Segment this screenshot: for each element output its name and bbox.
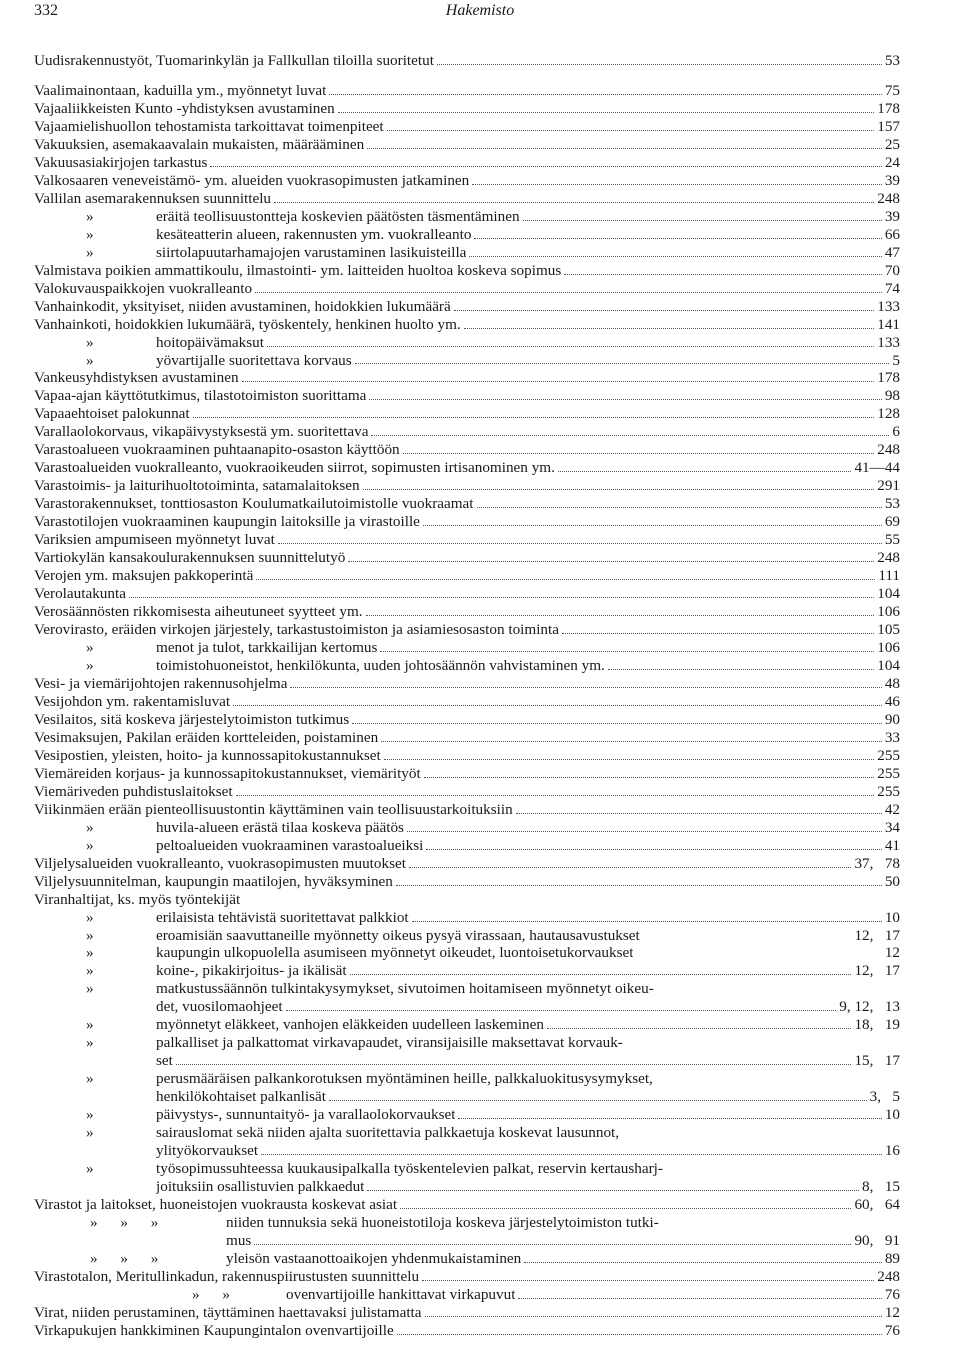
page-ref: 37, 78 xyxy=(854,854,900,872)
entry-text: Vajaaliikkeisten Kunto -yhdistyksen avustaminen xyxy=(34,99,335,117)
page-ref: 128 xyxy=(877,405,900,423)
page-ref: 48 xyxy=(884,674,900,692)
entry-text: toimistohuoneistot, henkilökunta, uuden johtosäännön vahvistaminen ym. xyxy=(156,656,605,674)
dot-leader xyxy=(547,1028,851,1029)
index-entry xyxy=(34,1160,900,1178)
dot-leader xyxy=(274,202,874,203)
entry-text: Virastotalon, Meritullinkadun, rakennuspiirustusten suunnittelu xyxy=(34,1267,420,1285)
dot-leader xyxy=(129,597,874,598)
entry-text: menot ja tulot, tarkkailijan kertomus xyxy=(156,639,378,656)
page-ref: 104 xyxy=(877,585,900,603)
dot-leader xyxy=(329,1100,867,1101)
dot-leader xyxy=(193,417,875,418)
dot-leader xyxy=(350,974,852,975)
ditto-mark: » xyxy=(86,225,94,243)
page-ref: 47 xyxy=(884,243,900,261)
dot-leader xyxy=(236,795,875,796)
index-entry xyxy=(34,1304,900,1322)
entry-text: Vartiokylän kansakoulurakennuksen suunnittelutyö xyxy=(34,549,346,567)
dot-leader xyxy=(407,831,882,832)
entry-text: Varastorakennukset, tonttiosaston Koulumatkailutoimistolle vuokraamat xyxy=(34,495,474,513)
page-ref: 24 xyxy=(884,153,900,171)
entry-text: Vesipostien, yleisten, hoito- ja kunnossapitokustannukset xyxy=(34,746,381,764)
index-entry xyxy=(34,405,900,423)
entry-text: palkalliset ja palkattomat virkavapaudet, viransijaisille maksettavat korvauk- xyxy=(156,1034,623,1052)
page-ref: 5 xyxy=(892,351,900,369)
index-entry xyxy=(34,1052,900,1070)
entry-text: Valkosaaren veneveistämö- ym. alueiden vuokrasopimusten jatkaminen xyxy=(34,171,470,189)
dot-leader xyxy=(516,813,882,814)
index-entry xyxy=(34,172,900,190)
index-entry xyxy=(34,621,900,639)
dot-leader xyxy=(524,1262,882,1263)
dot-leader xyxy=(437,64,882,65)
index-entry xyxy=(34,190,900,208)
entry-text: hoitopäivämaksut xyxy=(156,333,264,351)
dot-leader xyxy=(608,669,874,670)
page-ref: 178 xyxy=(877,369,900,387)
page-ref: 76 xyxy=(884,1321,900,1339)
page-ref: 248 xyxy=(877,189,900,207)
page-ref: 12 xyxy=(884,1303,900,1321)
ditto-mark: » xyxy=(86,1106,94,1124)
page-title: Hakemisto xyxy=(445,2,515,19)
ditto-mark: » xyxy=(86,351,94,369)
entry-text: Virastot ja laitokset, huoneistojen vuokrausta koskevat asiat xyxy=(34,1196,398,1214)
index-entry xyxy=(34,962,900,980)
dot-leader xyxy=(366,615,875,616)
index-entry xyxy=(34,819,900,837)
index-entry xyxy=(34,1070,900,1088)
index-entry xyxy=(34,1178,900,1196)
entry-text: Viranhaltijat, ks. myös työntekijät xyxy=(34,890,241,908)
index-entry xyxy=(34,1106,900,1124)
entry-text: Vapaa-ajan käyttötutkimus, tilastotoimiston suorittama xyxy=(34,387,367,405)
index-entry xyxy=(34,423,900,441)
index-entry xyxy=(34,657,900,675)
page-ref: 53 xyxy=(884,495,900,513)
entry-text: matkustussäännön tulkintakysymykset, sivutoimen hoitamiseen myönnetyt oikeu- xyxy=(156,980,654,998)
page-ref: 6 xyxy=(892,423,900,441)
dot-leader xyxy=(562,633,874,634)
dot-leader xyxy=(558,471,852,472)
dot-leader xyxy=(472,184,882,185)
index-entry xyxy=(34,136,900,154)
entry-text: niiden tunnuksia sekä huoneistotiloja koskeva järjestelytoimiston tutki- xyxy=(226,1214,659,1231)
dot-leader xyxy=(329,94,882,95)
entry-text: Vajaamielishuollon tehostamista tarkoittavat toimenpiteet xyxy=(34,117,384,135)
page-ref: 33 xyxy=(884,728,900,746)
dot-leader xyxy=(255,292,882,293)
index-entry xyxy=(34,927,900,945)
dot-leader xyxy=(424,777,875,778)
entry-text: työsopimussuhteessa kuukausipalkalla työskentelevien palkat, reservin kertausharj- xyxy=(156,1160,663,1178)
dot-leader xyxy=(423,525,882,526)
entry-text: Vallilan asemarakennuksen suunnittelu xyxy=(34,189,272,207)
index-entry xyxy=(34,208,900,226)
ditto-mark: » xyxy=(86,908,94,926)
entry-text: Viljelysuunnitelman, kaupungin maatilojen, hyväksyminen xyxy=(34,872,393,890)
ditto-mark: » xyxy=(86,962,94,980)
ditto-mark: » xyxy=(86,207,94,225)
ditto-mark: » xyxy=(86,926,94,944)
page-ref: 39 xyxy=(884,207,900,225)
page-ref: 18, 19 xyxy=(854,1016,900,1034)
dot-leader xyxy=(371,435,889,436)
index-entry xyxy=(34,298,900,316)
index-entry xyxy=(34,316,900,334)
page-ref: 255 xyxy=(877,746,900,764)
page-ref: 46 xyxy=(884,692,900,710)
entry-text: ylityökorvaukset xyxy=(156,1142,259,1160)
dot-leader xyxy=(355,363,890,364)
dot-leader xyxy=(290,687,881,688)
index-entry xyxy=(34,855,900,873)
dot-leader xyxy=(454,310,874,311)
entry-text: eräitä teollisuustontteja koskevien päätösten täsmentäminen xyxy=(156,207,520,225)
page-ref: 75 xyxy=(884,81,900,99)
page-ref: 12 xyxy=(884,944,900,962)
entry-text: perusmääräisen palkankorotuksen myöntäminen heille, palkkaluokitusysymykset, xyxy=(156,1070,653,1088)
index-entry xyxy=(34,693,900,711)
index-entry xyxy=(34,801,900,819)
entry-text: Uudisrakennustyöt, Tuomarinkylän ja Fallkullan tiloilla suoritetut xyxy=(34,52,434,69)
dot-leader xyxy=(403,453,875,454)
index-entry xyxy=(34,1124,900,1142)
page-ref: 133 xyxy=(877,333,900,351)
page-ref: 60, 64 xyxy=(854,1196,900,1214)
index-entry xyxy=(34,603,900,621)
page-ref: 66 xyxy=(884,225,900,243)
entry-text: sairauslomat sekä niiden ajalta suoritettavia palkkaetuja koskevat lausunnot, xyxy=(156,1124,620,1142)
entry-text: Verosäännösten rikkomisesta aiheutuneet syytteet ym. xyxy=(34,603,363,621)
entry-text: det, vuosilomaohjeet xyxy=(156,998,283,1016)
page-ref: 12, 17 xyxy=(854,962,900,980)
index-entry xyxy=(34,459,900,477)
page-ref: 55 xyxy=(884,531,900,549)
entry-text: erilaisista tehtävistä suoritettavat palkkiot xyxy=(156,908,409,926)
index-entry xyxy=(34,280,900,298)
index-entry xyxy=(34,1214,900,1232)
page-ref: 90 xyxy=(884,710,900,728)
entry-text: koine-, pikakirjoitus- ja ikälisät xyxy=(156,962,347,980)
ditto-mark: » » » xyxy=(90,1249,159,1267)
dot-leader xyxy=(210,166,881,167)
dot-leader xyxy=(254,1244,851,1245)
entry-text: Vaalimainontaan, kaduilla ym., myönnetyt luvat xyxy=(34,81,327,99)
dot-leader xyxy=(425,1316,882,1317)
index-entry xyxy=(34,549,900,567)
entry-text: Vesimaksujen, Pakilan eräiden kortteleiden, poistaminen xyxy=(34,728,379,746)
page-ref: 16 xyxy=(884,1142,900,1160)
page-ref: 8, 15 xyxy=(862,1178,900,1196)
index-entry xyxy=(34,639,900,657)
index-entry xyxy=(34,765,900,783)
index-entry xyxy=(34,1322,900,1340)
index-entry xyxy=(34,1034,900,1052)
section-gap xyxy=(34,70,900,82)
page-ref: 89 xyxy=(884,1249,900,1267)
page-ref: 106 xyxy=(877,603,900,621)
entry-text: kaupungin ulkopuolella asumiseen myönnetyt oikeudet, luontoisetukorvaukset xyxy=(156,944,634,962)
dot-leader xyxy=(458,1118,881,1119)
dot-leader xyxy=(396,885,882,886)
index-entry xyxy=(34,1250,900,1268)
page-ref: 98 xyxy=(884,387,900,405)
dot-leader xyxy=(409,867,851,868)
page-ref: 25 xyxy=(884,135,900,153)
ditto-mark: » xyxy=(86,333,94,351)
entry-text: Verovirasto, eräiden virkojen järjestely, tarkastustoimiston ja asiamiesosaston toiminta xyxy=(34,621,559,639)
index-entry xyxy=(34,1268,900,1286)
index-entry xyxy=(34,334,900,352)
dot-leader xyxy=(397,1334,882,1335)
page-ref: 70 xyxy=(884,261,900,279)
entry-text: Varastotilojen vuokraaminen kaupungin laitoksille ja virastoille xyxy=(34,513,420,531)
page-ref: 90, 91 xyxy=(854,1231,900,1249)
page-ref: 133 xyxy=(877,297,900,315)
entry-text: siirtolapuutarhamajojen varustaminen lasikuisteilla xyxy=(156,243,467,261)
index-entry xyxy=(34,82,900,100)
index-entry xyxy=(34,944,900,962)
index-entry xyxy=(34,675,900,693)
ditto-mark: » xyxy=(86,980,94,998)
index-entry xyxy=(34,1142,900,1160)
entry-text: set xyxy=(156,1052,173,1070)
dot-leader xyxy=(278,543,882,544)
ditto-mark: » xyxy=(86,944,94,962)
entry-text: yövartijalle suoritettava korvaus xyxy=(156,351,352,369)
ditto-mark: » xyxy=(86,1160,94,1178)
dot-leader xyxy=(523,220,882,221)
page-ref: 12, 17 xyxy=(854,926,900,944)
dot-leader xyxy=(474,238,881,239)
dot-leader xyxy=(518,1298,881,1299)
page-ref: 34 xyxy=(884,818,900,836)
entry-text: Vakuusasiakirjojen tarkastus xyxy=(34,153,208,171)
index-entry xyxy=(34,980,900,998)
page-ref: 178 xyxy=(877,99,900,117)
dot-leader xyxy=(363,489,875,490)
index-entry xyxy=(34,1016,900,1034)
dot-leader xyxy=(477,507,882,508)
dot-leader xyxy=(384,759,874,760)
entry-text: Virat, niiden perustaminen, täyttäminen haettavaksi julistamatta xyxy=(34,1303,422,1321)
dot-leader xyxy=(422,1280,874,1281)
entry-text: Vapaaehtoiset palokunnat xyxy=(34,405,190,423)
index-entry xyxy=(34,585,900,603)
page-ref: 104 xyxy=(877,656,900,674)
ditto-mark: » xyxy=(86,818,94,836)
page-ref: 141 xyxy=(877,315,900,333)
page-ref: 157 xyxy=(877,117,900,135)
dot-leader xyxy=(352,723,882,724)
index-entry xyxy=(34,891,900,909)
index-entry xyxy=(34,154,900,172)
page-ref: 111 xyxy=(878,567,900,585)
entry-text: yleisön vastaanottoaikojen yhdenmukaistaminen xyxy=(226,1249,522,1267)
page-ref: 15, 17 xyxy=(854,1052,900,1070)
page-ref: 291 xyxy=(877,477,900,495)
index-entry xyxy=(34,118,900,136)
ditto-mark: » xyxy=(86,1034,94,1052)
page-ref: 42 xyxy=(884,800,900,818)
entry-text: ovenvartijoille hankittavat virkapuvut xyxy=(286,1285,516,1303)
index-entry xyxy=(34,477,900,495)
page-number: 332 xyxy=(34,2,58,19)
page-ref: 76 xyxy=(884,1285,900,1303)
index-entry xyxy=(34,100,900,118)
entry-text: päivystys-, sunnuntaityö- ja varallaolokorvaukset xyxy=(156,1106,456,1124)
ditto-mark: » xyxy=(86,243,94,261)
entry-text: huvila-alueen erästä tilaa koskeva päätös xyxy=(156,818,404,836)
index-entry xyxy=(34,352,900,370)
ditto-mark: » » xyxy=(192,1285,230,1303)
entry-text: kesäteatterin alueen, rakennusten ym. vuokralleanto xyxy=(156,225,472,243)
dot-leader xyxy=(261,1154,882,1155)
index-entry xyxy=(34,244,900,262)
entry-text: Viemäreiden korjaus- ja kunnossapitokustannukset, viemärityöt xyxy=(34,764,421,782)
dot-leader xyxy=(469,256,881,257)
ditto-mark: » xyxy=(86,1016,94,1034)
page-ref: 41—44 xyxy=(854,459,900,477)
dot-leader xyxy=(426,849,881,850)
entry-text: Vesi- ja viemärijohtojen rakennusohjelma xyxy=(34,674,288,692)
entry-text: Vesilaitos, sitä koskeva järjestelytoimiston tutkimus xyxy=(34,710,350,728)
entry-text: Vankeusyhdistyksen avustaminen xyxy=(34,369,239,387)
dot-leader xyxy=(242,381,875,382)
entry-text: Vesijohdon ym. rakentamisluvat xyxy=(34,692,231,710)
dot-leader xyxy=(464,328,875,329)
index-entry xyxy=(34,495,900,513)
dot-leader xyxy=(256,579,875,580)
page-ref: 248 xyxy=(877,549,900,567)
index-entry xyxy=(34,441,900,459)
page-ref: 106 xyxy=(877,639,900,656)
page-ref: 255 xyxy=(877,764,900,782)
entry-text: Verojen ym. maksujen pakkoperintä xyxy=(34,567,254,585)
entry-text: Varastoalueen vuokraaminen puhtaanapito-osaston käyttöön xyxy=(34,441,400,459)
page-ref: 248 xyxy=(877,441,900,459)
entry-text: Virkapukujen hankkiminen Kaupungintalon ovenvartijoille xyxy=(34,1321,394,1339)
index-entry xyxy=(34,226,900,244)
dot-leader xyxy=(286,1010,837,1011)
ditto-mark: » » » xyxy=(90,1214,159,1231)
entry-text: Varallaolokorvaus, vikapäivystyksestä ym. suoritettava xyxy=(34,423,369,441)
entry-text: Vanhainkoti, hoidokkien lukumäärä, työskentely, henkinen huolto ym. xyxy=(34,315,461,333)
entry-text: Varastoimis- ja laiturihuoltotoiminta, satamalaitoksen xyxy=(34,477,360,495)
dot-leader xyxy=(564,274,882,275)
dot-leader xyxy=(369,399,881,400)
entry-text: mus xyxy=(226,1231,252,1249)
dot-leader xyxy=(367,148,882,149)
dot-leader xyxy=(176,1064,852,1065)
page-ref: 10 xyxy=(884,908,900,926)
dot-leader xyxy=(233,705,882,706)
index-entry xyxy=(34,1232,900,1250)
dot-leader xyxy=(412,921,882,922)
dot-leader xyxy=(387,130,875,131)
page-ref: 39 xyxy=(884,171,900,189)
page-ref: 105 xyxy=(877,621,900,639)
entry-text: Vakuuksien, asemakaavalain mukaisten, määrääminen xyxy=(34,135,365,153)
index-entry xyxy=(34,513,900,531)
entry-text: Viljelysalueiden vuokralleanto, vuokrasopimusten muutokset xyxy=(34,854,406,872)
page-header xyxy=(34,2,926,24)
index-entry xyxy=(34,1286,900,1304)
index-entry xyxy=(34,387,900,405)
page-ref: 9, 12, 13 xyxy=(839,998,900,1016)
index-entry xyxy=(34,531,900,549)
dot-leader xyxy=(400,1208,851,1209)
entry-text: Viemäriveden puhdistuslaitokset xyxy=(34,782,233,800)
entry-text: eroamisiän saavuttaneille myönnetty oikeus pysyä virassaan, hautausavustukset xyxy=(156,926,640,944)
ditto-mark: » xyxy=(86,836,94,854)
index-entry xyxy=(34,729,900,747)
dot-leader xyxy=(348,561,874,562)
page-ref: 255 xyxy=(877,782,900,800)
page-ref: 50 xyxy=(884,872,900,890)
page-ref: 74 xyxy=(884,279,900,297)
page-ref: 248 xyxy=(877,1267,900,1285)
index-entry xyxy=(34,567,900,585)
index-entry xyxy=(34,1196,900,1214)
page-ref: 69 xyxy=(884,513,900,531)
entry-text: Vanhainkodit, yksityiset, niiden avustaminen, hoidokkien lukumäärä xyxy=(34,297,451,315)
entry-text: Verolautakunta xyxy=(34,585,126,603)
index-entry xyxy=(34,873,900,891)
ditto-mark: » xyxy=(86,639,94,656)
dot-leader xyxy=(267,346,874,347)
page-ref: 10 xyxy=(884,1106,900,1124)
index-entry xyxy=(34,998,900,1016)
index-entry xyxy=(34,747,900,765)
index-entry xyxy=(34,837,900,855)
entry-text: Valmistava poikien ammattikoulu, ilmastointi- ym. laitteiden huoltoa koskeva sopimus xyxy=(34,261,562,279)
index-entry xyxy=(34,52,900,70)
dot-leader xyxy=(338,112,874,113)
entry-text: Viikinmäen erään pienteollisuustontin käyttäminen vain teollisuustarkoituksiin xyxy=(34,800,513,818)
page-ref: 3, 5 xyxy=(869,1088,900,1106)
entry-text: Valokuvauspaikkojen vuokralleanto xyxy=(34,279,253,297)
ditto-mark: » xyxy=(86,1070,94,1088)
index-entry xyxy=(34,1088,900,1106)
entry-text: Varastoalueiden vuokralleanto, vuokraoikeuden siirrot, sopimusten irtisanominen ym. xyxy=(34,459,555,477)
index-entry xyxy=(34,262,900,280)
dot-leader xyxy=(381,741,882,742)
entry-text: myönnetyt eläkkeet, vanhojen eläkkeiden uudelleen laskeminen xyxy=(156,1016,544,1034)
entry-text: peltoalueiden vuokraaminen varastoalueiksi xyxy=(156,836,424,854)
dot-leader xyxy=(380,651,874,652)
dot-leader xyxy=(367,1190,859,1191)
index-entry xyxy=(34,783,900,801)
ditto-mark: » xyxy=(86,656,94,674)
index-entry xyxy=(34,909,900,927)
page-ref: 53 xyxy=(884,52,900,69)
index-entry xyxy=(34,369,900,387)
page-ref: 41 xyxy=(884,836,900,854)
entry-text: henkilökohtaiset palkanlisät xyxy=(156,1088,326,1106)
index-entries xyxy=(34,52,900,1340)
ditto-mark: » xyxy=(86,1124,94,1142)
entry-text: joituksiin osallistuvien palkkaedut xyxy=(156,1178,365,1196)
entry-text: Variksien ampumiseen myönnetyt luvat xyxy=(34,531,275,549)
index-entry xyxy=(34,711,900,729)
